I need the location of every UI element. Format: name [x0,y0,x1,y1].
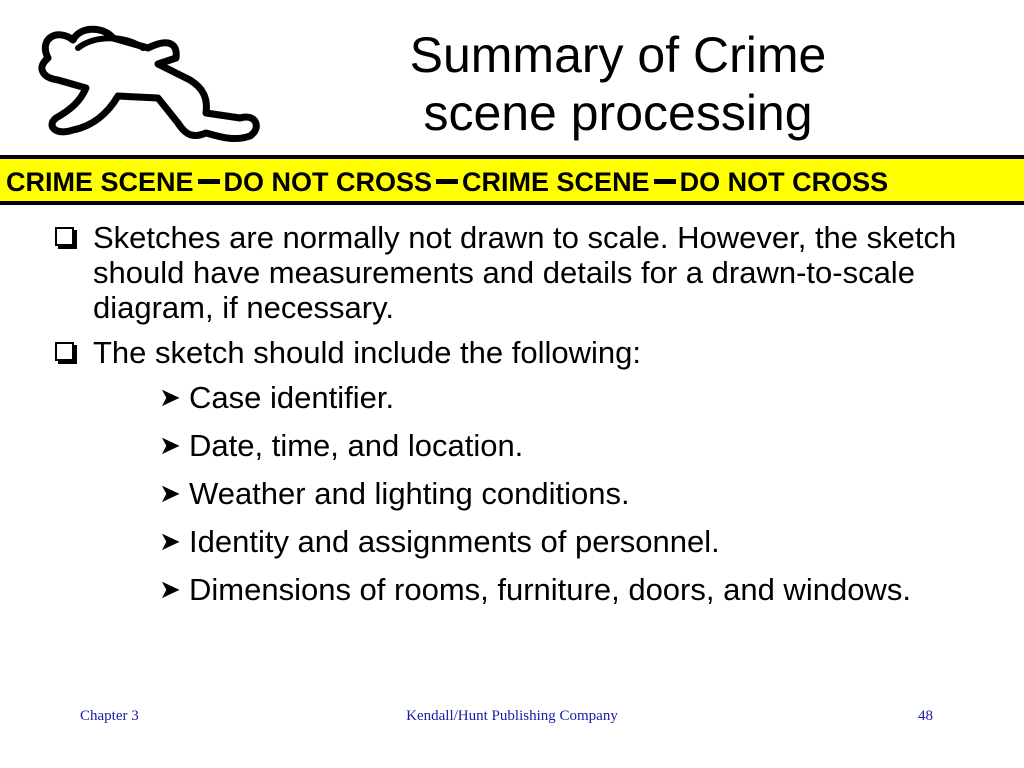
tape-segment: DO NOT CROSS [679,167,889,197]
sub-bullet-text: Date, time, and location. [189,428,524,463]
bullet-item [55,220,975,325]
checkbox-bullet-icon [55,342,74,361]
bullet-text: Sketches are normally not drawn to scale. However, the sketch should have measurements and details for a drawn-to-scale diagram, if necessary. [93,220,957,325]
sub-bullet-text: Weather and lighting conditions. [189,476,630,511]
arrowhead-bullet-icon: ➤ [159,430,181,460]
slide-title-line-1: Summary of Crime [409,27,827,83]
footer-page-number: 48 [918,708,933,724]
tape-segment: DO NOT CROSS [223,167,433,197]
sub-bullet-text: Identity and assignments of personnel. [189,524,720,559]
arrowhead-bullet-icon: ➤ [159,574,181,604]
checkbox-bullet-icon [55,227,74,246]
tape-dash [198,179,220,184]
bullet-text: The sketch should include the following: [93,335,641,370]
sub-bullet-item [55,524,975,559]
slide-title [300,26,936,142]
sub-bullet-item [55,572,975,607]
crime-scene-tape-text [6,165,888,199]
sub-bullet-text: Dimensions of rooms, furniture, doors, and windows. [189,572,911,607]
footer-chapter: Chapter 3 [80,708,139,724]
slide-body [55,220,975,620]
sub-bullet-item [55,428,975,463]
tape-segment: CRIME SCENE [6,167,194,197]
body-outline-icon [18,18,278,158]
tape-dash [654,179,676,184]
slide-title-line-2: scene processing [423,85,813,141]
sub-bullet-item [55,380,975,415]
sub-bullet-text: Case identifier. [189,380,395,415]
tape-dash [436,179,458,184]
arrowhead-bullet-icon: ➤ [159,526,181,556]
sub-bullet-item [55,476,975,511]
crime-scene-tape [0,155,1024,205]
footer-publisher: Kendall/Hunt Publishing Company [406,708,618,724]
bullet-item [55,335,975,370]
tape-segment: CRIME SCENE [462,167,650,197]
arrowhead-bullet-icon: ➤ [159,478,181,508]
arrowhead-bullet-icon: ➤ [159,382,181,412]
